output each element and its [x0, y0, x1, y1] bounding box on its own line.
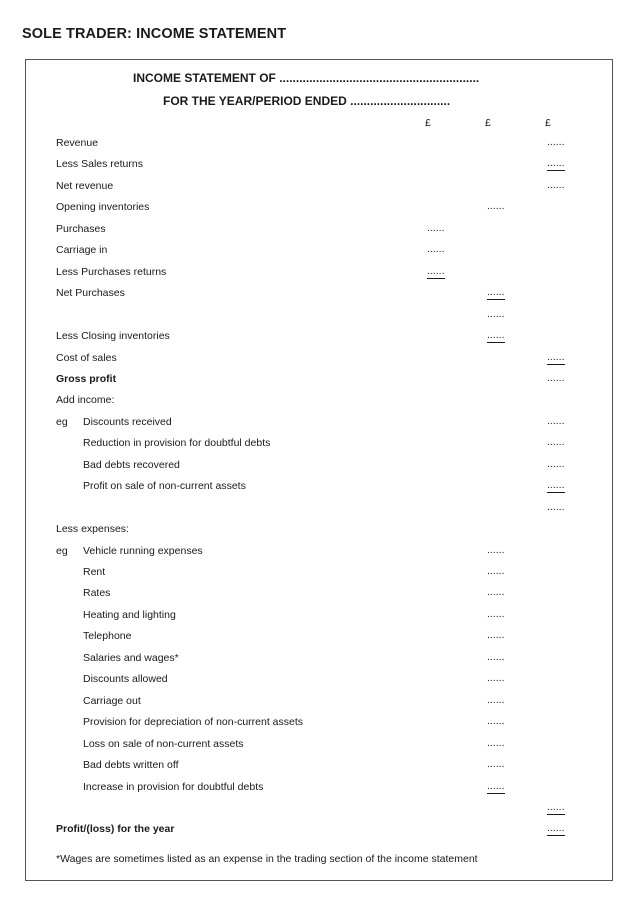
row-label: Less Sales returns: [56, 158, 143, 171]
row-label: Revenue: [56, 137, 99, 149]
row-label: Add income:: [56, 394, 115, 407]
row-label: Purchases: [56, 222, 106, 235]
statement-row: [26, 287, 612, 308]
row-label: Cost of sales: [56, 351, 117, 364]
example-marker: eg: [56, 415, 68, 428]
row-label: Rates: [83, 587, 111, 600]
amount-placeholder-c2: ......: [487, 607, 505, 620]
statement-row: [26, 673, 612, 694]
statement-row: [26, 201, 612, 222]
income-statement-frame: [25, 59, 613, 881]
row-label: Opening inventories: [56, 201, 150, 214]
statement-row: [26, 566, 612, 587]
amount-placeholder-c2: ......: [487, 629, 505, 642]
row-label: Profit on sale of non-current assets: [83, 480, 246, 493]
amount-placeholder-c2: ......: [487, 736, 505, 749]
statement-row: [26, 759, 612, 780]
row-label: Net Purchases: [56, 287, 125, 300]
row-label: Increase in provision for doubtful debts: [83, 780, 264, 793]
row-label: Less Closing inventories: [56, 330, 170, 343]
statement-row: [26, 373, 612, 394]
statement-row: [26, 309, 612, 330]
currency-header-3: £: [545, 117, 551, 129]
statement-row: [26, 802, 612, 823]
amount-placeholder-c1: ......: [427, 264, 445, 277]
statement-row: [26, 630, 612, 651]
amount-placeholder-c3: ......: [547, 800, 565, 813]
footnote: *Wages are sometimes listed as an expense in the trading section of the income statement: [56, 853, 478, 865]
amount-placeholder-c3: ......: [547, 350, 565, 363]
row-label: Carriage out: [83, 694, 141, 707]
amount-placeholder-c2: ......: [487, 693, 505, 706]
amount-placeholder-c2: ......: [487, 329, 505, 342]
row-label: Discounts allowed: [83, 673, 168, 686]
statement-row: [26, 180, 612, 201]
row-label: Bad debts recovered: [83, 458, 180, 471]
statement-row: [26, 137, 612, 158]
amount-placeholder-c2: ......: [487, 286, 505, 299]
amount-placeholder-c2: ......: [487, 565, 505, 577]
row-label: Reduction in provision for doubtful debts: [83, 437, 271, 450]
amount-placeholder-c3: ......: [547, 822, 565, 835]
statement-row: [26, 523, 612, 544]
amount-placeholder-c2: ......: [487, 543, 505, 556]
statement-period: FOR THE YEAR/PERIOD ENDED ..............................: [163, 94, 451, 108]
statement-row: [26, 609, 612, 630]
currency-header-1: £: [425, 117, 431, 129]
statement-row: [26, 352, 612, 373]
amount-placeholder-c3: ......: [547, 500, 565, 513]
amount-placeholder-c1: ......: [427, 221, 445, 234]
amount-placeholder-c3: ......: [547, 436, 565, 449]
statement-row: [26, 545, 612, 566]
statement-row: [26, 416, 612, 437]
row-label: Telephone: [83, 630, 132, 643]
statement-row: [26, 738, 612, 759]
amount-placeholder-c2: ......: [487, 307, 505, 320]
statement-row: [26, 437, 612, 458]
amount-placeholder-c3: ......: [547, 479, 565, 492]
example-marker: eg: [56, 544, 68, 557]
statement-row: [26, 244, 612, 265]
currency-header-2: £: [485, 117, 491, 129]
amount-placeholder-c2: ......: [487, 650, 505, 663]
row-label: Heating and lighting: [83, 608, 176, 621]
amount-placeholder-c2: ......: [487, 758, 505, 771]
row-label: Vehicle running expenses: [83, 544, 203, 557]
statement-row: [26, 716, 612, 737]
statement-row: [26, 158, 612, 179]
amount-placeholder-c3: ......: [547, 414, 565, 427]
statement-row: [26, 781, 612, 802]
amount-placeholder-c3: ......: [547, 157, 565, 170]
amount-placeholder-c3: ......: [547, 371, 565, 384]
statement-row: [26, 695, 612, 716]
row-label: Bad debts written off: [83, 759, 179, 772]
row-label: Discounts received: [83, 415, 172, 428]
amount-placeholder-c2: ......: [487, 715, 505, 728]
row-label: Carriage in: [56, 244, 108, 257]
row-label: Less Purchases returns: [56, 265, 167, 278]
statement-row: [26, 330, 612, 351]
amount-placeholder-c3: ......: [547, 457, 565, 470]
row-label: Profit/(loss) for the year: [56, 823, 175, 836]
amount-placeholder-c3: ......: [547, 178, 565, 191]
amount-placeholder-c2: ......: [487, 200, 505, 213]
statement-row: [26, 652, 612, 673]
statement-row: [26, 394, 612, 415]
amount-placeholder-c1: ......: [427, 243, 445, 256]
statement-row: [26, 459, 612, 480]
statement-row: [26, 502, 612, 523]
amount-placeholder-c3: ......: [547, 136, 565, 148]
row-label: Salaries and wages*: [83, 651, 179, 664]
statement-row: [26, 823, 612, 844]
amount-placeholder-c2: ......: [487, 779, 505, 792]
page-heading: SOLE TRADER: INCOME STATEMENT: [22, 26, 287, 42]
row-label: Net revenue: [56, 179, 114, 192]
statement-title: INCOME STATEMENT OF ............................................................: [133, 71, 480, 85]
statement-row: [26, 223, 612, 244]
statement-row: [26, 587, 612, 608]
row-label: Less expenses:: [56, 523, 129, 536]
amount-placeholder-c2: ......: [487, 672, 505, 685]
row-label: Rent: [83, 566, 106, 578]
amount-placeholder-c2: ......: [487, 586, 505, 599]
row-label: Gross profit: [56, 372, 117, 385]
statement-row: [26, 266, 612, 287]
row-label: Provision for depreciation of non-current assets: [83, 716, 304, 729]
statement-row: [26, 480, 612, 501]
row-label: Loss on sale of non-current assets: [83, 737, 244, 750]
